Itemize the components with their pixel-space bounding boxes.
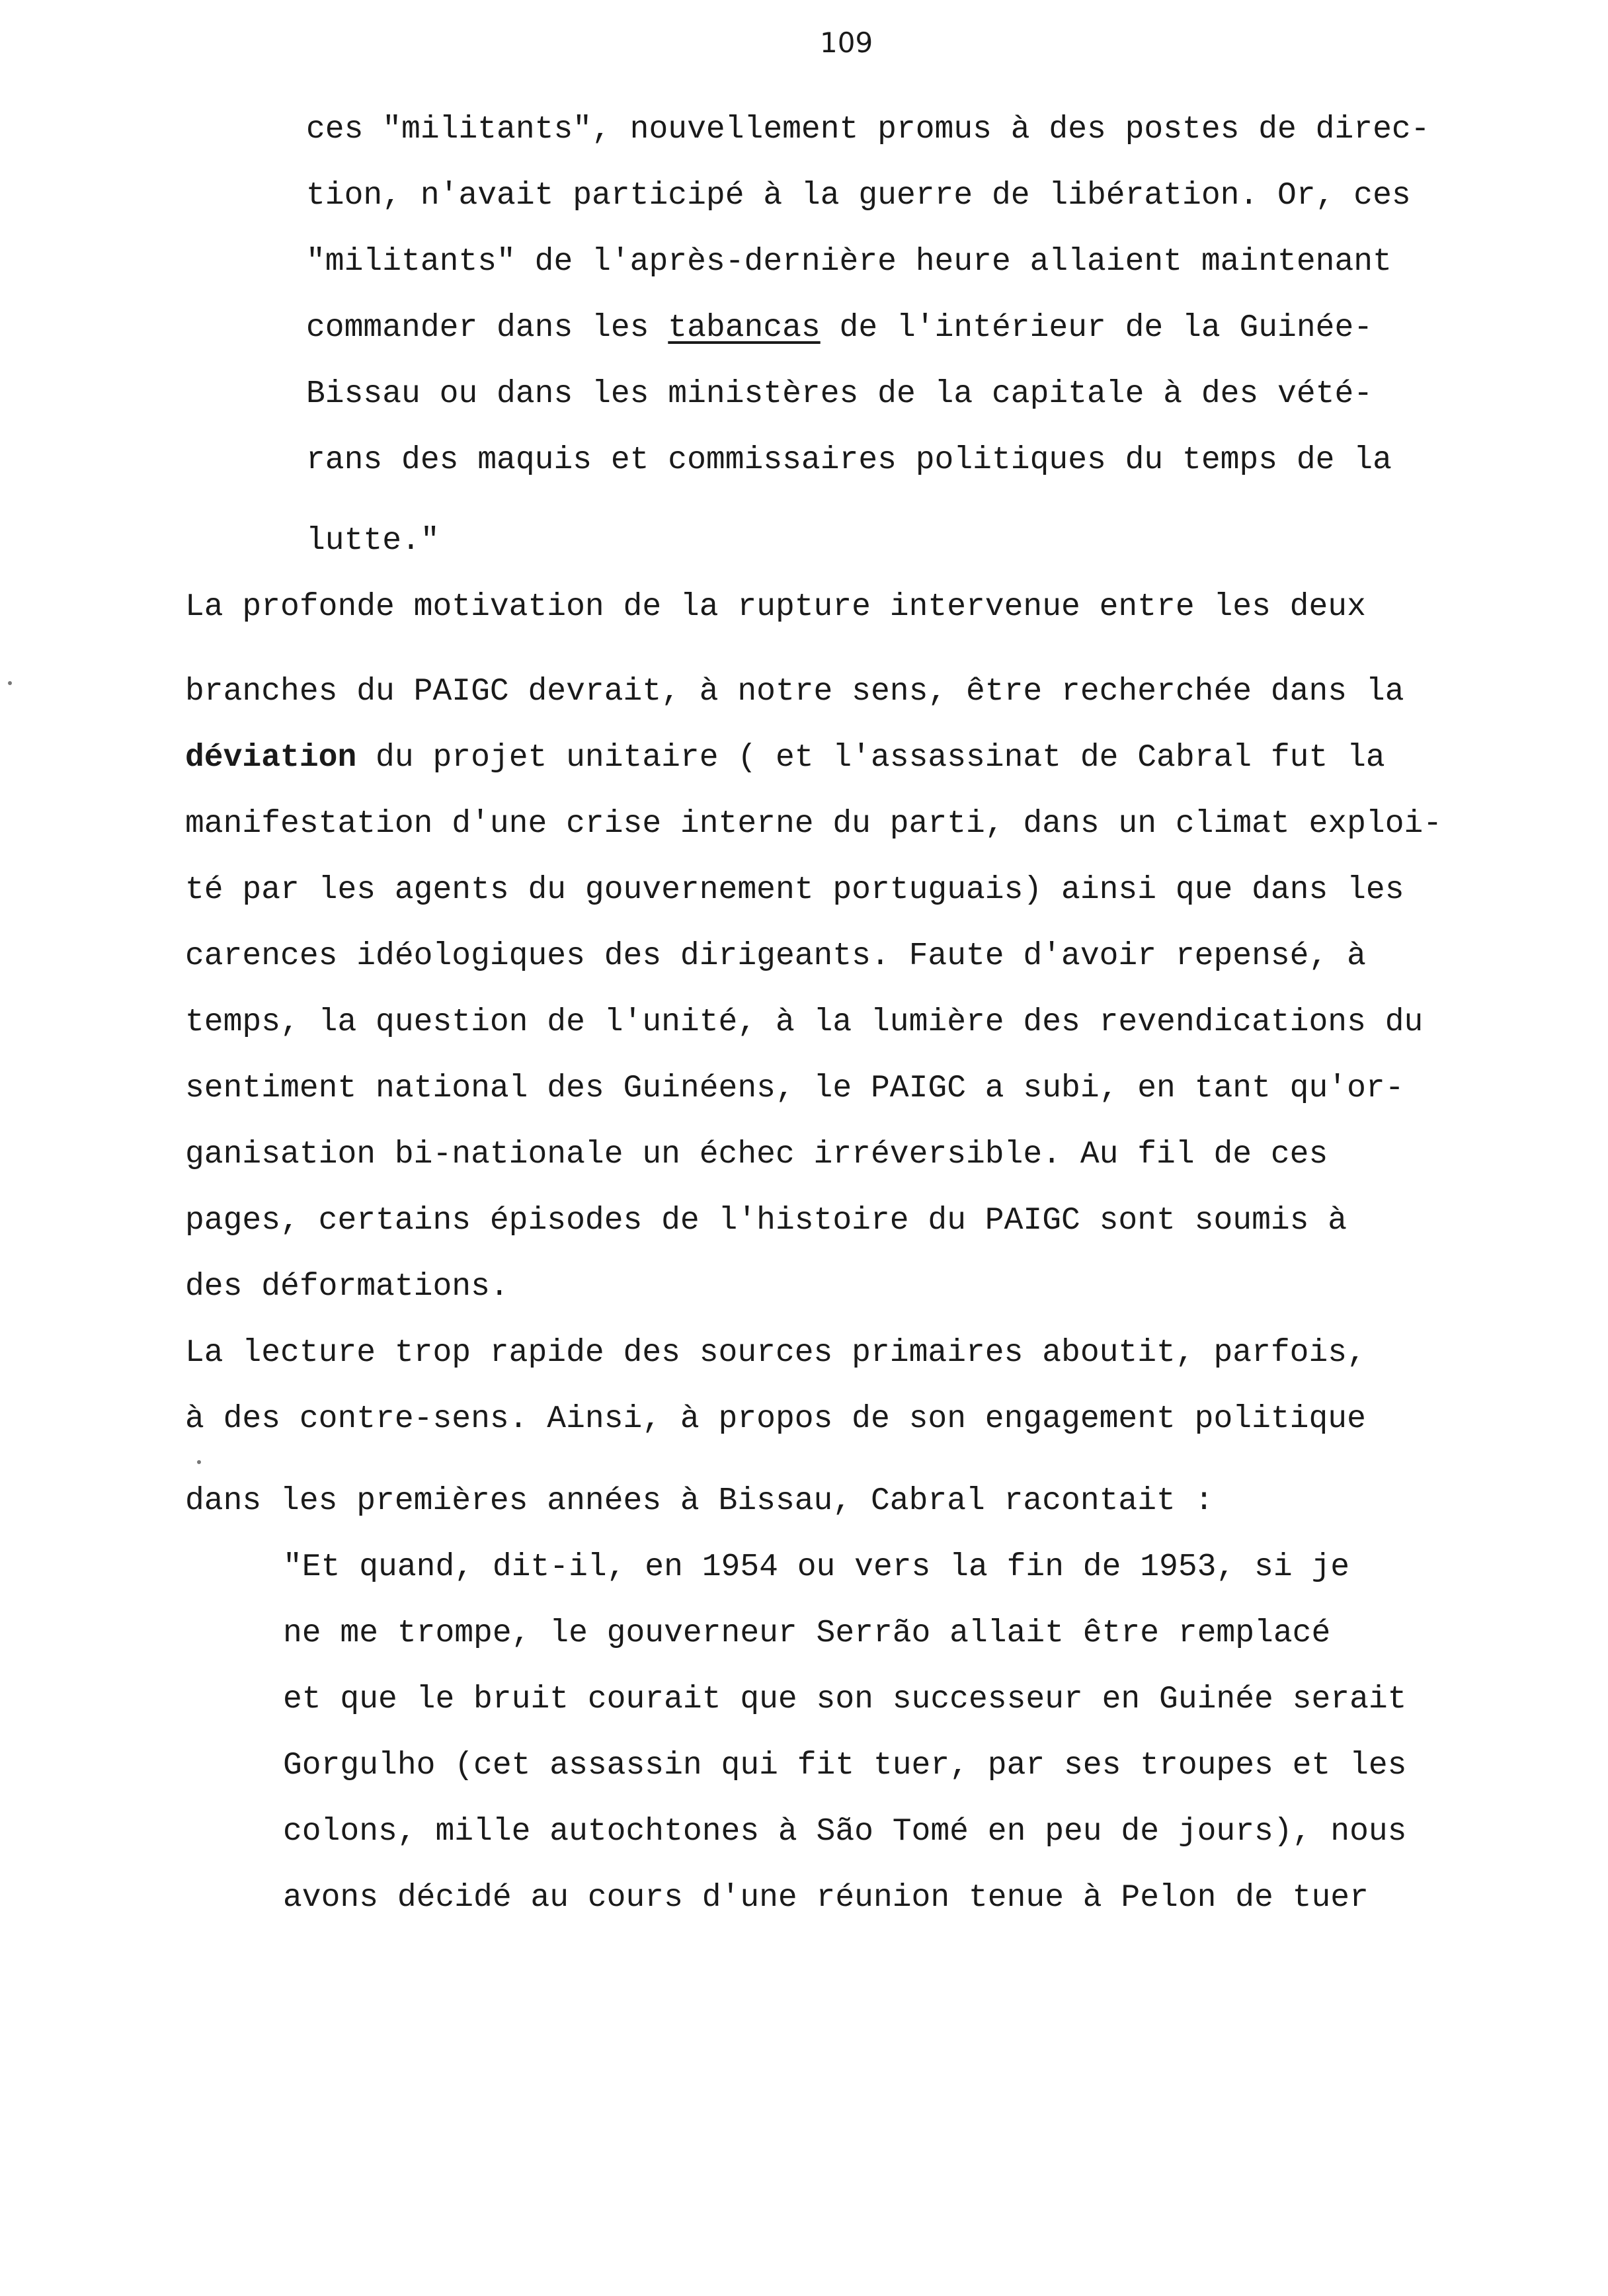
text-line: ces "militants", nouvellement promus à des postes de direc-	[306, 112, 1430, 147]
text-line: pages, certains épisodes de l'histoire du PAIGC sont soumis à	[185, 1203, 1347, 1239]
text-line: La lecture trop rapide des sources primaires aboutit, parfois,	[185, 1335, 1366, 1371]
bold-term: déviation	[185, 740, 357, 776]
text-line: dans les premières années à Bissau, Cabral racontait :	[185, 1483, 1214, 1519]
text-line	[306, 308, 1373, 348]
scan-mark	[8, 681, 12, 685]
text-segment: de l'intérieur de la Guinée-	[820, 310, 1373, 346]
text-line: lutte."	[306, 523, 440, 559]
scan-mark	[197, 1460, 201, 1464]
text-line: Gorgulho (cet assassin qui fit tuer, par ses troupes et les	[283, 1748, 1407, 1784]
underlined-term: tabancas	[668, 310, 821, 346]
text-line: temps, la question de l'unité, à la lumière des revendications du	[185, 1004, 1424, 1040]
text-line: colons, mille autochtones à São Tomé en peu de jours), nous	[283, 1814, 1407, 1850]
text-line: et que le bruit courait que son successeur en Guinée serait	[283, 1682, 1407, 1717]
text-line: carences idéologiques des dirigeants. Faute d'avoir repensé, à	[185, 938, 1366, 974]
page-number: 109	[820, 26, 873, 59]
text-line: La profonde motivation de la rupture intervenue entre les deux	[185, 589, 1366, 625]
text-line: Bissau ou dans les ministères de la capitale à des vété-	[306, 376, 1373, 412]
text-line: branches du PAIGC devrait, à notre sens, être recherchée dans la	[185, 674, 1404, 710]
text-segment: du projet unitaire ( et l'assassinat de Cabral fut la	[356, 740, 1385, 776]
text-line: rans des maquis et commissaires politiques du temps de la	[306, 442, 1392, 478]
text-line: "militants" de l'après-dernière heure allaient maintenant	[306, 244, 1392, 280]
text-line: té par les agents du gouvernement portuguais) ainsi que dans les	[185, 872, 1404, 908]
text-line: ne me trompe, le gouverneur Serrão allait être remplacé	[283, 1616, 1331, 1651]
text-line: à des contre-sens. Ainsi, à propos de son engagement politique	[185, 1401, 1366, 1437]
text-line: des déformations.	[185, 1269, 509, 1305]
text-line: sentiment national des Guinéens, le PAIGC a subi, en tant qu'or-	[185, 1071, 1404, 1106]
text-segment: commander dans les	[306, 310, 668, 346]
text-line: "Et quand, dit-il, en 1954 ou vers la fin de 1953, si je	[283, 1549, 1350, 1585]
text-line: manifestation d'une crise interne du parti, dans un climat exploi-	[185, 806, 1443, 842]
text-line: ganisation bi-nationale un échec irréversible. Au fil de ces	[185, 1137, 1328, 1172]
text-line: tion, n'avait participé à la guerre de libération. Or, ces	[306, 178, 1411, 214]
text-line: avons décidé au cours d'une réunion tenue à Pelon de tuer	[283, 1880, 1369, 1916]
text-line	[185, 738, 1385, 778]
